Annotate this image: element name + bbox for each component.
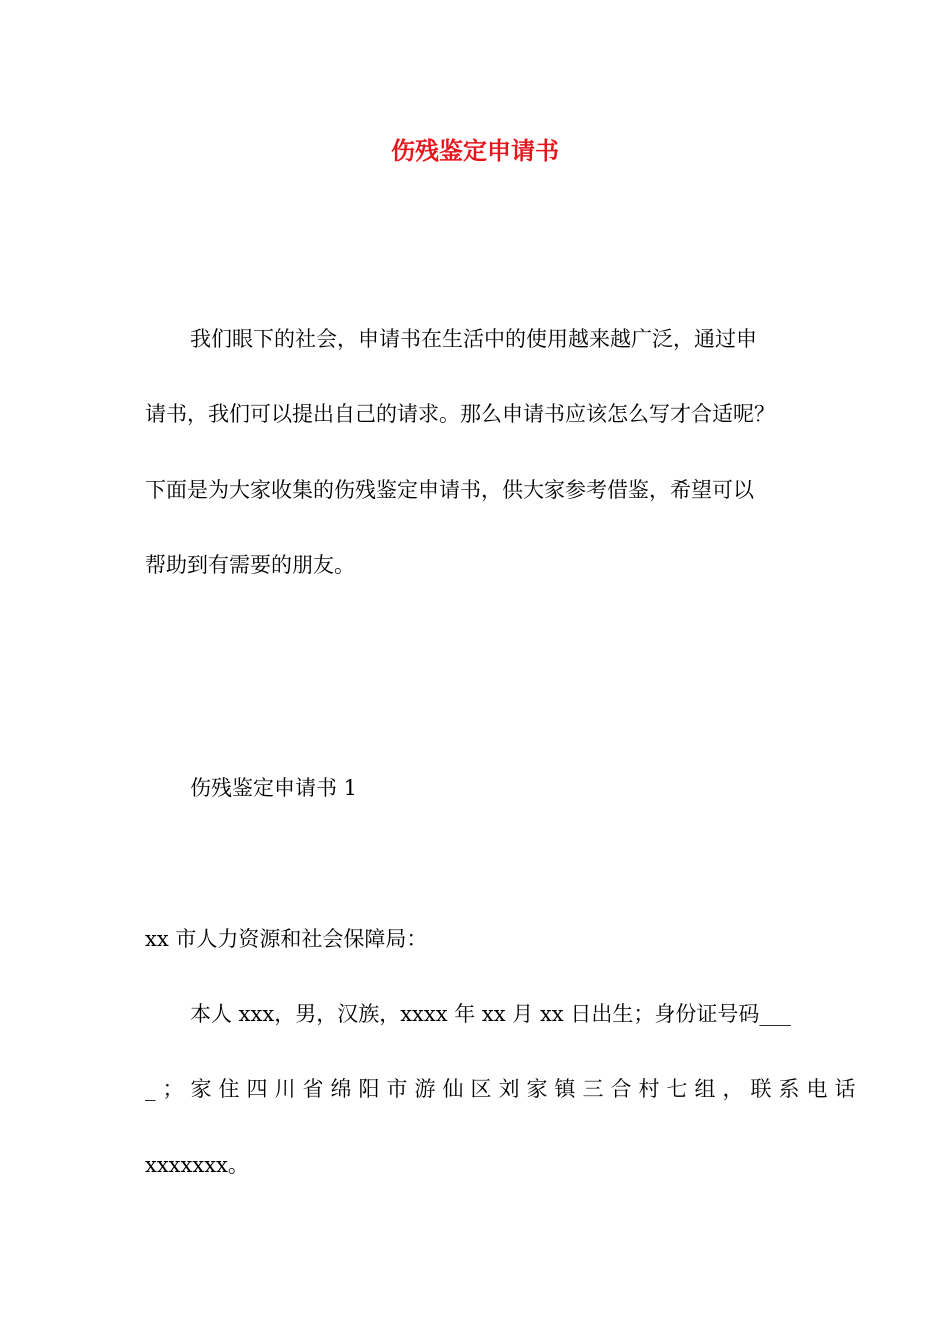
body-line-2: _；家住四川省绵阳市游仙区刘家镇三合村七组，联系电话 [145, 1077, 863, 1101]
body-line-3: xxxxxxx。 [145, 1153, 249, 1177]
recipient-line: xx 市人力资源和社会保障局： [145, 927, 428, 951]
intro-line-2: 请书，我们可以提出自己的请求。那么申请书应该怎么写才合适呢？ [145, 402, 775, 426]
section-heading: 伤残鉴定申请书 1 [190, 776, 358, 800]
body-line-1: 本人 xxx，男，汉族，xxxx 年 xx 月 xx 日出生；身份证号码___ [190, 1002, 791, 1026]
intro-line-4: 帮助到有需要的朋友。 [145, 553, 355, 577]
document-title: 伤残鉴定申请书 [391, 136, 559, 165]
intro-line-1: 我们眼下的社会，申请书在生活中的使用越来越广泛，通过申 [190, 327, 757, 351]
intro-line-3: 下面是为大家收集的伤残鉴定申请书，供大家参考借鉴，希望可以 [145, 478, 754, 502]
